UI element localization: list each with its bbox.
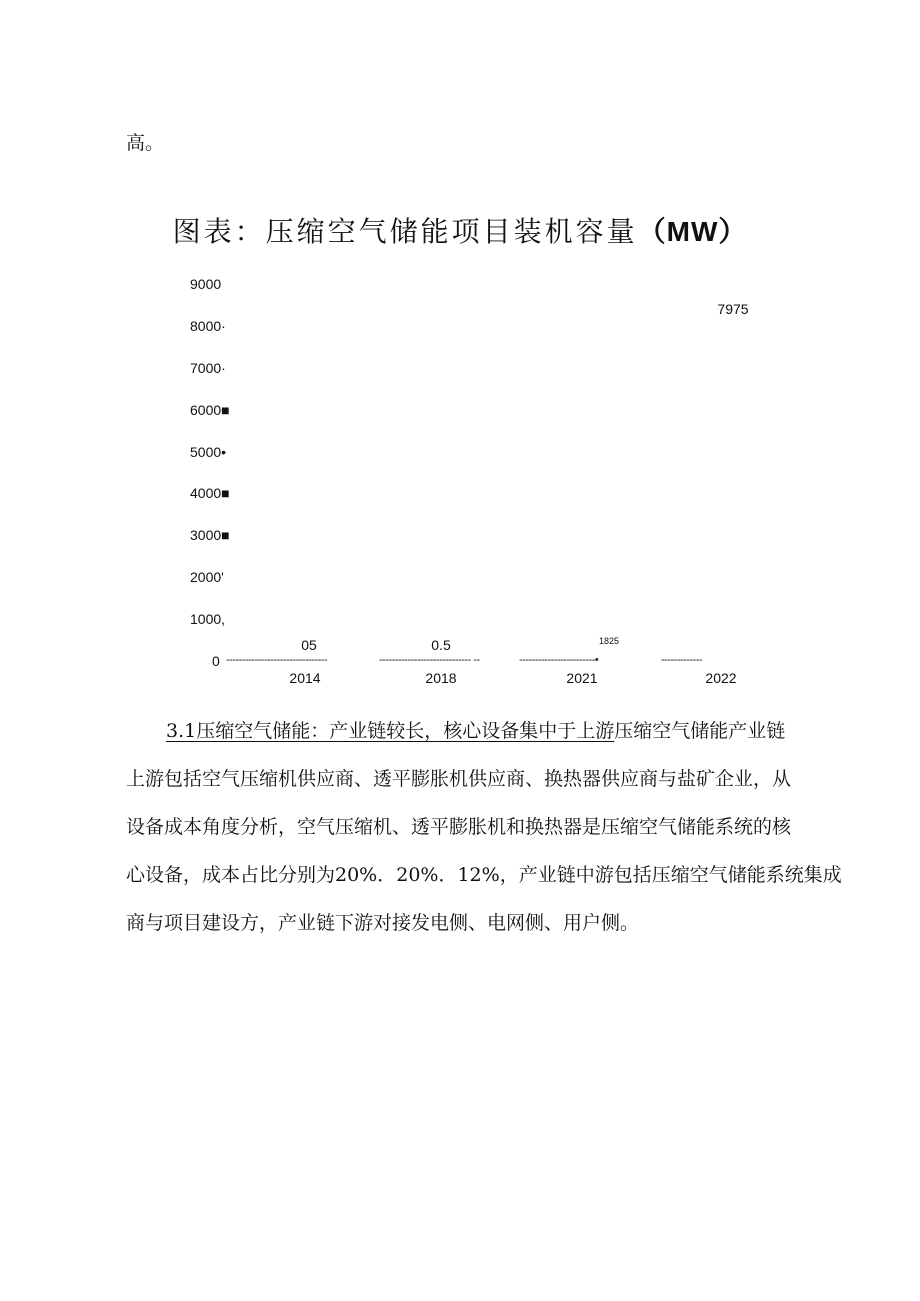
paragraph-line-3: 设备成本角度分析，空气压缩机、透平膨胀机和换热器是压缩空气储能系统的核	[126, 816, 792, 838]
section-heading: 3.1压缩空气储能：产业链较长，核心设备集中于上游	[166, 720, 615, 742]
axis-dash-segment: --------------------------------	[226, 654, 328, 666]
data-label: 0.5	[431, 637, 451, 653]
chart-title-main: 图表：压缩空气储能项目装机容量	[172, 215, 638, 248]
data-label: 1825	[598, 636, 620, 646]
paragraph-line-1-rest: 压缩空气储能产业链	[614, 720, 786, 742]
y-tick-label: 4000■	[190, 485, 230, 502]
axis-dash-segment: ----------------------------- --	[379, 654, 480, 666]
x-tick-label: 2014	[289, 670, 321, 686]
y-tick-label: 1000,	[190, 611, 226, 628]
x-tick-label: 2022	[705, 670, 737, 686]
y-tick-label: 0	[212, 653, 220, 669]
data-label: 05	[301, 637, 317, 653]
paragraph-line-5: 商与项目建设方，产业链下游对接发电侧、电网侧、用户侧。	[126, 912, 640, 934]
body-paragraph	[126, 707, 842, 947]
paragraph-line-4: 心设备，成本占比分别为20%．20%．12%，产业链中游包括压缩空气储能系统集成	[126, 864, 842, 886]
x-tick-label: 2018	[425, 670, 457, 686]
y-tick-label: 3000■	[190, 527, 230, 544]
y-tick-label: 6000■	[190, 401, 230, 418]
x-tick-label: 2021	[566, 670, 598, 686]
y-tick-label: 2000'	[190, 569, 224, 586]
y-tick-label: 9000	[190, 276, 222, 292]
axis-dash-segment: -------------	[661, 654, 703, 666]
paragraph-line-2: 上游包括空气压缩机供应商、透平膨胀机供应商、换热器供应商与盐矿企业，从	[126, 768, 792, 790]
leading-text: 高。	[126, 132, 165, 154]
y-tick-label: 5000•	[190, 443, 227, 460]
axis-dash-segment: ------------------------•	[519, 654, 599, 666]
y-tick-label: 7000·	[190, 359, 226, 376]
paragraph-line-1	[126, 707, 826, 755]
data-label: 7975	[717, 301, 749, 317]
y-tick-label: 8000·	[190, 317, 226, 334]
chart-title-unit: （MW）	[637, 216, 748, 247]
